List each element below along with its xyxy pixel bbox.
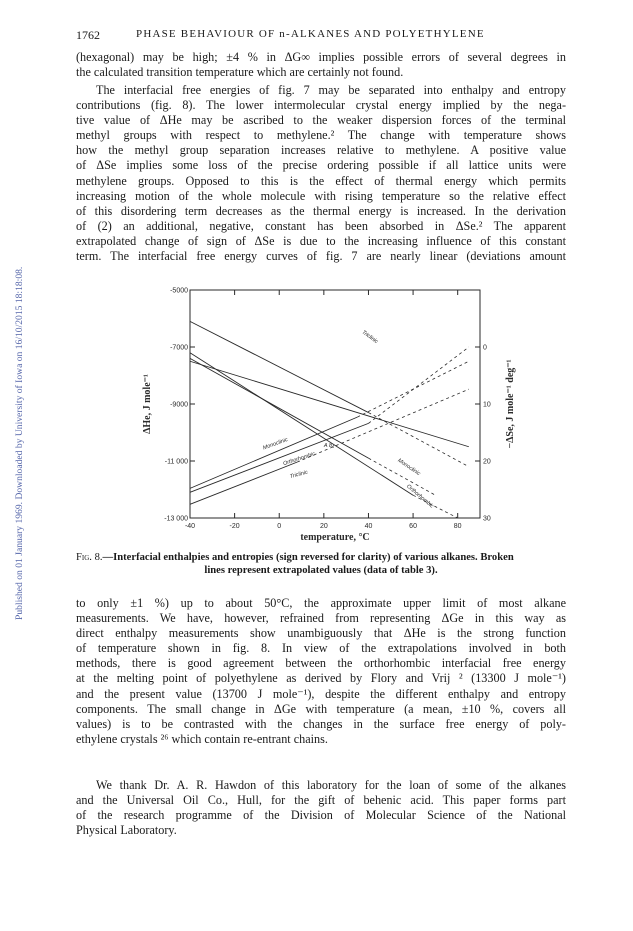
figure-caption <box>76 551 566 577</box>
curve-label: Orthorhombic <box>405 483 435 510</box>
download-note-text: Published on 01 January 1969. Downloaded by University of Iowa on 16/10/2015 18:18:08. <box>14 266 25 620</box>
page-header <box>76 28 566 44</box>
paragraph-3 <box>76 596 566 747</box>
y-axis-label: ΔHe, J mole⁻¹ <box>142 374 153 434</box>
text-line: and the present value (13700 J mole⁻¹), despite the different enthalpy and entropy <box>76 686 566 701</box>
text-line: Physical Laboratory. <box>76 823 177 838</box>
x-tick-label: -40 <box>184 523 196 530</box>
y2-tick-label: 10 <box>483 401 491 409</box>
paragraph-1 <box>76 50 566 80</box>
curve-label: A 8₄ <box>323 442 335 449</box>
caption-label: Fig. 8. <box>76 552 103 563</box>
paragraph-2 <box>76 83 566 264</box>
curve-label: Monoclinic <box>396 457 422 478</box>
text-line: increasing motion of the whole molecule with rising temperature so the relative effect <box>76 188 566 203</box>
text-line: methyl groups with respect to methylene.² The change with temperature shows <box>76 128 566 143</box>
text-line: methylene groups. Opposed to this is the effect of thermal energy which permits <box>76 173 566 188</box>
download-watermark <box>4 150 25 620</box>
series-line-3 <box>190 423 368 492</box>
y2-tick-label: 20 <box>483 458 491 466</box>
x-axis-label: temperature, °C <box>300 532 370 543</box>
x-tick-label: 60 <box>409 523 417 530</box>
text-line: to only ±1 %) up to about 50°C, the approximate upper limit of most alkane <box>76 596 566 610</box>
y-tick-label: -7000 <box>170 344 188 352</box>
series-line-6 <box>190 361 469 447</box>
x-tick-label: 80 <box>453 523 462 530</box>
enthalpy-entropy-chart <box>130 278 530 546</box>
text-line: how the methyl group separation increases relative to methylene. A positive value <box>76 143 566 158</box>
y-tick-label: -13 000 <box>164 515 188 523</box>
series-line-4 <box>190 417 357 488</box>
y-tick-label: -11 000 <box>164 458 188 466</box>
text-line: ethylene crystals ²⁶ which contain re-entrant chains. <box>76 731 328 746</box>
text-line: (hexagonal) may be high; ±4 % in ΔG∞ implies possible errors of several degrees in <box>76 50 566 64</box>
caption-text: —Interfacial enthalpies and entropies (sign reversed for clarity) of various alkanes. Broken <box>102 552 514 563</box>
series-extrapolation-5 <box>297 389 469 462</box>
text-line: of ΔSe implies some loss of the precise ordering possible if all lattice units were <box>76 158 566 173</box>
text-line: The interfacial free energies of fig. 7 may be separated into enthalpy and entropy <box>96 83 566 97</box>
text-line: We thank Dr. A. R. Hawdon of this laboratory for the loan of some of the alkanes <box>96 778 566 792</box>
text-line: the calculated transition temperature which are certainly not found. <box>76 65 404 80</box>
curve-label: Triclinic <box>289 469 309 481</box>
text-line: of this disordering term decreases as the thermal energy is increased. In the derivation <box>76 203 566 218</box>
text-line: at the melting point of polyethylene as derived by Flory and Vrij ² (13300 J mole⁻¹) <box>76 671 566 686</box>
paragraph-4 <box>76 778 566 838</box>
series-line-0 <box>190 321 368 412</box>
x-tick-label: -20 <box>229 523 240 530</box>
curve-label: Monoclinic <box>262 436 289 452</box>
x-tick-label: 0 <box>277 523 282 530</box>
y2-tick-label: 0 <box>483 344 487 352</box>
y2-axis-label: −ΔSe, J mole⁻¹ deg⁻¹ <box>505 359 516 449</box>
y2-tick-label: 30 <box>483 515 491 523</box>
y-tick-label: -5000 <box>170 287 188 295</box>
x-tick-label: 20 <box>319 523 328 530</box>
caption-text-2: lines represent extrapolated values (data of table 3). <box>204 565 438 576</box>
running-title: PHASE BEHAVIOUR OF n-ALKANES AND POLYETHYLENE <box>136 28 485 40</box>
text-line: of temperature shown in fig. 8. In view of the extrapolations involved in both <box>76 641 566 656</box>
text-line: tive value of ΔHe may be ascribed to the weaker dispersion forces of the terminal <box>76 113 566 128</box>
text-line: methods, there is good agreement between the orthorhombic interfacial free energy <box>76 656 566 671</box>
text-line: contributions (fig. 8). The lower intermolecular crystal energy implied by the nega- <box>76 98 566 113</box>
text-line: of the research programme of the Division of Molecular Science of the National <box>76 808 566 823</box>
curve-label: Orthorhombic <box>282 451 317 468</box>
y-tick-label: -9000 <box>170 401 188 409</box>
text-line: extrapolated change of sign of ΔSe is due to the increasing influence of this constant <box>76 233 566 248</box>
text-line: and the Universal Oil Co., Hull, for the gift of behenic acid. This paper forms part <box>76 793 566 808</box>
x-tick-label: 40 <box>364 523 373 530</box>
series-extrapolation-3 <box>368 347 468 423</box>
text-line: of (2) an additional, negative, constant has been absorbed in ΔSe.² The apparent <box>76 218 566 233</box>
plot-frame <box>190 290 480 518</box>
text-line: values) is to be contrasted with the changes in the surface free energy of poly- <box>76 716 566 731</box>
figure-8 <box>130 278 530 546</box>
text-line: direct enthalpy measurements show unambiguously that ΔHe is the strong function <box>76 626 566 641</box>
series-extrapolation-4 <box>357 361 469 417</box>
series-line-5 <box>190 462 297 504</box>
page-number: 1762 <box>76 28 100 42</box>
text-line: components. The small change in ΔGe with temperature (a mean, ±10 %, covers all <box>76 701 566 716</box>
curve-label: Triclinic <box>360 329 379 346</box>
text-line: measurements. We have, however, refrained from representing ΔGe in this way as <box>76 611 566 626</box>
text-line: term. The interfacial free energy curves of fig. 7 are nearly linear (deviations amount <box>76 249 566 264</box>
